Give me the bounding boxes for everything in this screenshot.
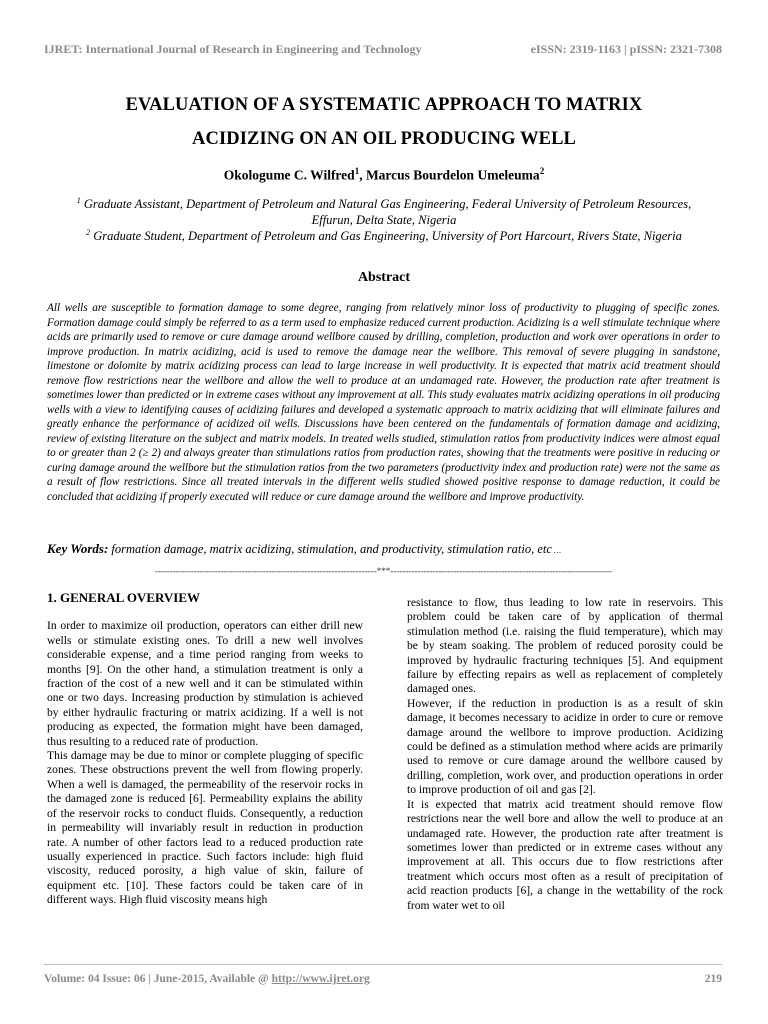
- keywords-text: formation damage, matrix acidizing, stimulation, and productivity, stimulation ratio, etc: [108, 542, 552, 556]
- keywords: [47, 541, 720, 557]
- affiliation-2-text: Graduate Student, Department of Petroleum and Gas Engineering, University of Port Harcourt, Rivers State, Nigeria: [90, 229, 682, 244]
- page-footer: [44, 964, 722, 985]
- paragraph: This damage may be due to minor or complete plugging of specific zones. These obstructions prevent the well from flowing properly. When a well is damaged, the permeability of the reservoir rocks in the damaged zone is reduced [6]. Permeability explains the ability of the reservoir rocks to conduct fluids. Consequently, a reduction in permeability will invariably result in reduction in production rate. A number of other factors lead to a reduced production rate usually experienced in practice. Such factors include: high fluid viscosity, reduced porosity, a high value of skin, failure of equipment etc. [10]. These factors could be taken care of in different ways. High fluid viscosity means high: [47, 749, 363, 907]
- title-line-1: EVALUATION OF A SYSTEMATIC APPROACH TO MATRIX: [125, 95, 643, 115]
- affiliation-1-sup: 1: [76, 196, 81, 205]
- author-separator: ,: [359, 167, 366, 183]
- right-column: [407, 596, 723, 913]
- affiliation-2-sup: 2: [86, 228, 91, 237]
- issn: eISSN: 2319-1163 | pISSN: 2321-7308: [530, 42, 722, 56]
- affiliation-1-text: Graduate Assistant, Department of Petroleum and Natural Gas Engineering, Federal University of Petroleum Resources, Effurun, Delta State, Nigeria: [80, 197, 692, 228]
- left-column: [47, 591, 363, 908]
- paragraph: It is expected that matrix acid treatment should remove flow restrictions near the well bore and allow the well to produce at an undamaged rate. However, the production rate after treatment is sometimes lower than predicted or in extreme cases without any improvement at all. This occurs due to flow restrictions after treatment which occurs most often as a result of precipitation of acid reaction products [6], a change in the wettability of the rock from water wet to oil: [407, 797, 723, 912]
- author-2: Marcus Bourdelon Umeleuma: [365, 167, 540, 183]
- author-1-sup: 1: [354, 166, 360, 176]
- author-1: Okologume C. Wilfred: [223, 167, 355, 183]
- footer-volume-text: Volume: 04 Issue: 06 | June-2015, Available @: [44, 973, 272, 985]
- journal-link[interactable]: http://www.ijret.org: [271, 973, 370, 985]
- paragraph: resistance to flow, thus leading to low rate in reservoirs. This problem could be taken care of by application of thermal stimulation method (i.e. raising the fluid temperature), which may be by steam soaking. The problem of reduced porosity could be improved by hydraulic fracturing techniques [5]. And equipment failure by effecting repairs as well as replacement of completely damaged ones.: [407, 596, 723, 696]
- footer-volume: [44, 973, 370, 985]
- abstract-text: All wells are susceptible to formation damage to some degree, ranging from relatively minor loss of productivity to plugging of specific zones. Formation damage could simply be referred to as a term used to emphasize reduced current production. Acidizing is a well stimulate technique where acids are primarily used to remove or cure damage around wellbore caused by drilling, completion, production and work over operations in order to improve production. In matrix acidizing, acid is used to remove the damage near the wellbore. This removal of severe plugging in sandstone, limestone or dolomite by matrix acidizing process can lead to large increase in well productivity. It is expected that matrix acid treatment should remove flow restrictions near the wellbore and allow the well to produce at an undamaged rate. However, the production rate after treatment is sometimes lower than predicted or in extreme cases without any improvement at all. This study evaluates matrix acidizing operations in oil producing wells with a view to identifying causes of acidizing failures and developed a systematic approach to matrix acidizing that will eliminate failures and greatly enhance the performance of acidized oil wells. Discussions have been centered on the fundamentals of formation damage and acidizing, review of existing literature on the subject and matrix models. In treated wells studied, stimulation ratios from productivity indices were almost equal to or greater than 2 (≥ 2) and always greater than stimulations ratios from production rates, showing that the treatments were positive in reducing or curing damage around the wellbore but the stimulation ratios from the two parameters (productivity index and production rate) were not the same as a result of flow restrictions. Since all treated intervals in the different wells studied showed positive response to damage reduction, it could be concluded that acidizing if properly executed will reduce or cure damage around the wellbore and improve productivity.: [47, 302, 720, 503]
- paragraph: However, if the reduction in production is as a result of skin damage, it becomes necessary to acidize in order to cure or remove damage around the wellbore to improve production. Acidizing could be defined as a stimulation method where acids are primarily used to remove or cure damage around the wellbore caused by drilling, completion, work over, and production operations in order to improve production of oil and gas [2].: [407, 696, 723, 797]
- affiliation-2: [60, 225, 708, 244]
- journal-name: IJRET: International Journal of Research in Engineering and Technology: [44, 42, 422, 56]
- paragraph: In order to maximize oil production, operators can either drill new wells or stimulate existing ones. To drill a new well involves considerable expense, and a time period ranging from weeks to months [9]. On the other hand, a stimulation treatment is only a fraction of the cost of a new well and it can be stimulated within one or two days. Increasing production by stimulation is achieved by either hydraulic fracturing or matrix acidizing. If a well is not producing as expected, the formation might have been damaged, thus resulting to a reduced rate of production.: [47, 619, 363, 748]
- affiliation-1: [60, 193, 708, 228]
- section-divider: --------------------------------------------------------------------------***--------------------------------------------------------------------------: [154, 566, 613, 576]
- keywords-ellipsis: …: [551, 546, 562, 555]
- title-line-2: ACIDIZING ON AN OIL PRODUCING WELL: [192, 129, 576, 149]
- keywords-label: Key Words:: [47, 541, 109, 556]
- author-2-sup: 2: [539, 166, 545, 176]
- running-header: [44, 42, 722, 57]
- section-heading: 1. GENERAL OVERVIEW: [47, 590, 201, 605]
- page-number: 219: [704, 973, 722, 985]
- paper-title: [40, 88, 728, 156]
- authors: [40, 166, 728, 184]
- abstract-heading: Abstract: [357, 270, 411, 285]
